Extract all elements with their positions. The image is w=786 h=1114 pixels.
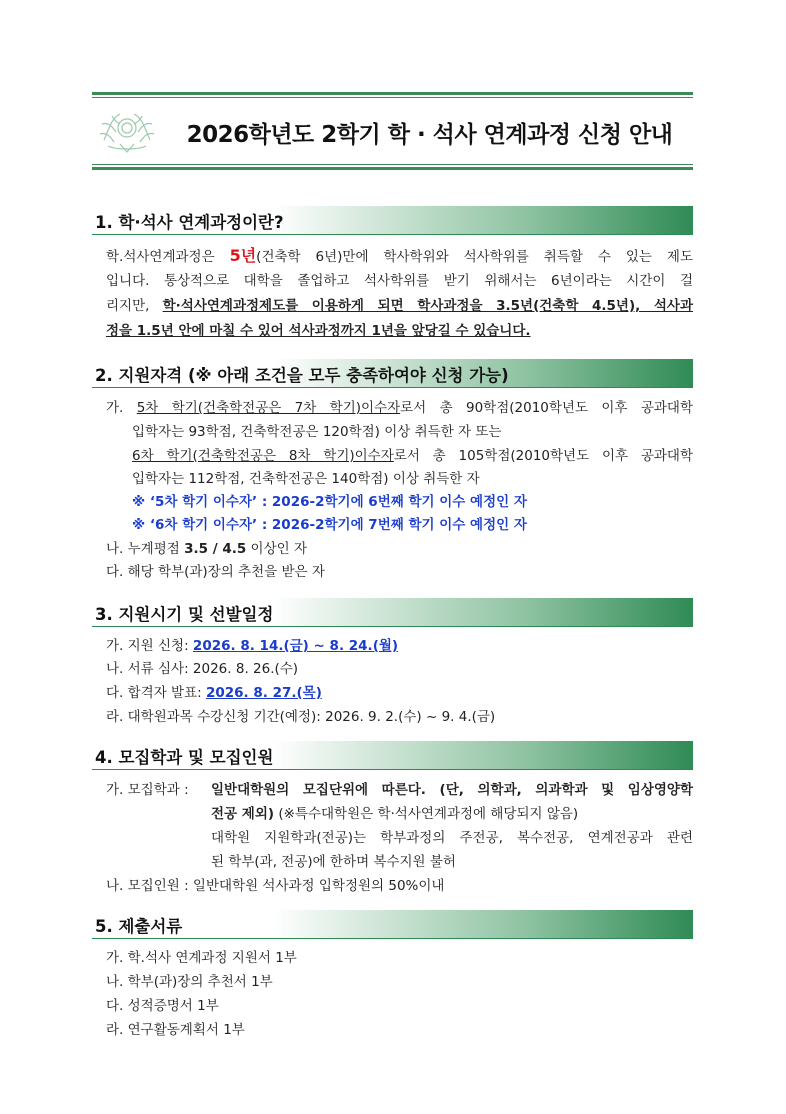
university-emblem-icon	[96, 106, 158, 154]
s2-sixth-semester: 6차 학기(건축학전공은 8차 학기)이수자	[132, 448, 394, 464]
s4-ga-line-3: 대학원 지원학과(전공)는 학부과정의 주전공, 복수전공, 연계전공과 관련	[211, 830, 693, 846]
s3-na: 나. 서류 심사: 2026. 8. 26.(수)	[106, 661, 299, 677]
s2-ga-line-1-b: 로서 총 90학점(2010학년도 이후 공과대학	[400, 400, 693, 416]
s2-ga-line-4: 입학자는 112학점, 건축학전공은 140학점) 이상 취득한 자	[132, 471, 480, 487]
s1-line-3-b: 학·석사연계과정제도를 이용하게 되면 학사과정을 3.5년(건축학 4.5년), 석사과	[162, 298, 693, 314]
s4-ga-label: 가. 모집학과 :	[106, 782, 189, 798]
section-4-heading	[92, 741, 693, 770]
s5-item-4: 라. 연구활동계획서 1부	[106, 1022, 245, 1038]
section-2-heading-text: 2. 지원자격 (※ 아래 조건을 모두 충족하여야 신청 가능)	[95, 366, 509, 385]
s5-item-3: 다. 성적증명서 1부	[106, 998, 219, 1014]
s4-ga-line-1: 일반대학원의 모집단위에 따른다. (단, 의학과, 의과학과 및 임상영양학	[211, 782, 693, 798]
section-3-heading	[92, 598, 693, 627]
s4-ga-line-2	[211, 802, 578, 826]
s2-fifth-semester: 5차 학기(건축학전공은 7차 학기)이수자	[136, 400, 401, 416]
title-rule-top	[92, 92, 693, 95]
title-rule-bottom	[92, 167, 693, 170]
s3-da-a: 다. 합격자 발표:	[106, 685, 206, 701]
section-4-heading-text: 4. 모집학과 및 모집인원	[95, 748, 274, 767]
s2-na-c: 이상인 자	[246, 541, 308, 557]
s1-line-3-a: 리지만,	[106, 298, 163, 314]
title-box	[92, 92, 693, 170]
s2-na	[106, 537, 307, 561]
s2-gpa: 3.5 / 4.5	[184, 541, 247, 557]
s2-note-1: ※ ‘5차 학기 이수자’ : 2026-2학기에 6번째 학기 이수 예정인 자	[132, 494, 527, 510]
s1-five-years: 5년	[229, 246, 257, 265]
document-title: 2026학년도 2학기 학 · 석사 연계과정 신청 안내	[186, 122, 673, 148]
s3-ra: 라. 대학원과목 수강신청 기간(예정): 2026. 9. 2.(수) ~ 9. 4.(금)	[106, 709, 496, 725]
section-1-heading-text: 1. 학·석사 연계과정이란?	[95, 213, 284, 232]
s1-line-2: 입니다. 통상적으로 대학을 졸업하고 석사학위를 받기 위해서는 6년이라는 시간이 걸	[106, 273, 693, 289]
section-1-heading	[92, 206, 693, 235]
s3-ga	[106, 634, 398, 658]
s3-apply-period: 2026. 8. 14.(금) ~ 8. 24.(월)	[192, 638, 399, 654]
s3-ga-a: 가. 지원 신청:	[106, 638, 193, 654]
s4-na: 나. 모집인원 : 일반대학원 석사과정 입학정원의 50%이내	[106, 878, 445, 894]
section-3-heading-text: 3. 지원시기 및 선발일정	[95, 605, 274, 624]
s3-result-date: 2026. 8. 27.(목)	[205, 685, 322, 701]
s2-ga-line-3	[132, 444, 693, 468]
s3-da	[106, 681, 322, 705]
s2-na-a: 나. 누계평점	[106, 541, 185, 557]
s1-line-1-a: 학.석사연계과정은	[106, 249, 230, 265]
s1-line-1-c: (건축학 6년)만에 학사학위와 석사학위를 취득할 수 있는 제도	[256, 249, 693, 265]
s2-ga-line-3-b: 로서 총 105학점(2010학년도 이후 공과대학	[393, 448, 693, 464]
s1-line-3	[106, 294, 693, 318]
s1-line-1	[106, 244, 693, 269]
s4-ga-line-2-a: 전공 제외)	[211, 806, 275, 822]
s5-item-1: 가. 학.석사 연계과정 지원서 1부	[106, 950, 297, 966]
s1-line-4-text: 정을 1.5년 안에 마칠 수 있어 석사과정까지 1년을 앞당길 수 있습니다.	[106, 323, 531, 339]
section-5-heading-text: 5. 제출서류	[95, 917, 183, 936]
s4-ga-line-4: 된 학부(과, 전공)에 한하며 복수지원 불허	[211, 854, 456, 870]
s4-ga-line-2-b: (※특수대학원은 학·석사연계과정에 해당되지 않음)	[274, 806, 579, 822]
s2-da: 다. 해당 학부(과)장의 추천을 받은 자	[106, 564, 325, 580]
s1-line-4	[106, 319, 531, 343]
s5-item-2: 나. 학부(과)장의 추천서 1부	[106, 974, 273, 990]
title-rule-bottom-thin	[92, 164, 693, 165]
section-5-heading	[92, 910, 693, 939]
section-2-heading	[92, 359, 693, 388]
s2-ga-prefix: 가.	[106, 400, 137, 416]
s2-ga-line-2: 입학자는 93학점, 건축학전공은 120학점) 이상 취득한 자 또는	[132, 424, 502, 440]
s2-ga-line-1	[106, 396, 693, 420]
s2-note-2: ※ ‘6차 학기 이수자’ : 2026-2학기에 7번째 학기 이수 예정인 자	[132, 517, 527, 533]
title-rule-top-thin	[92, 97, 693, 98]
